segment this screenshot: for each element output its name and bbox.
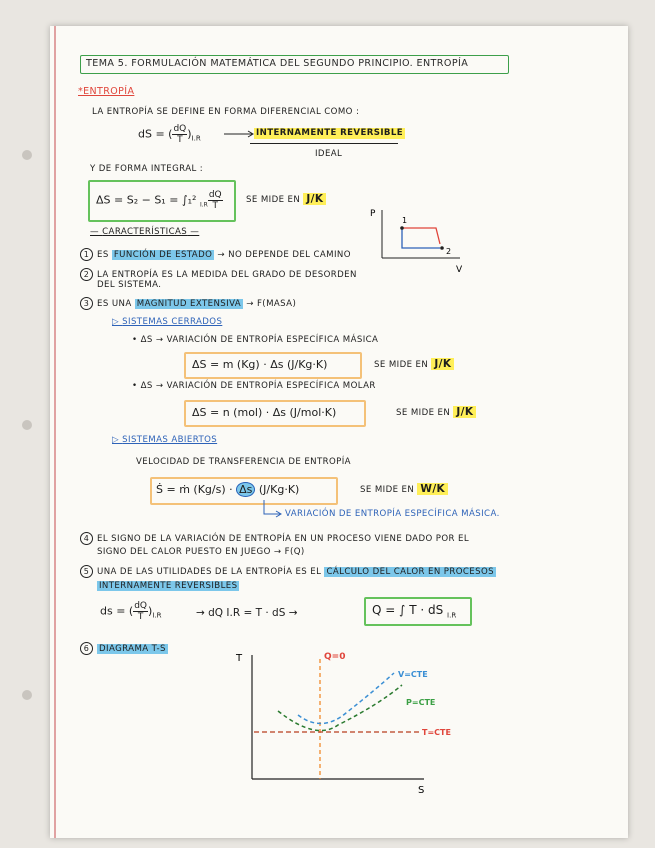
- pv-path-blue: [402, 228, 440, 248]
- unit-jk-2: J/K: [431, 358, 454, 370]
- velocidad-text: VELOCIDAD DE TRANSFERENCIA DE ENTROPÍA: [136, 457, 351, 467]
- pv-point-1: 1: [402, 216, 408, 225]
- ds-eq-lhs: ds = (: [100, 604, 134, 618]
- item-4-line1: EL SIGNO DE LA VARIACIÓN DE ENTROPÍA EN UN PROCESO VIENE DADO POR EL: [97, 534, 470, 544]
- integral-dq: dQ: [208, 190, 222, 200]
- sistemas-abiertos-text: SISTEMAS ABIERTOS: [122, 435, 218, 445]
- item-3-highlight: MAGNITUD EXTENSIVA: [136, 299, 242, 309]
- ts-v-cte-label: V=CTE: [398, 670, 428, 679]
- divider-line: [250, 143, 398, 144]
- integral-t: T: [212, 201, 218, 211]
- pv-diagram: [368, 206, 468, 276]
- q-formula: [372, 603, 456, 619]
- def-diff-text: LA ENTROPÍA SE DEFINE EN FORMA DIFERENCIAL COMO :: [92, 107, 360, 117]
- item-5: [80, 565, 496, 578]
- item-5-line2: INTERNAMENTE REVERSIBLES: [99, 581, 238, 591]
- unit-wk: W/K: [417, 483, 448, 495]
- se-mide-en-1: [246, 194, 326, 205]
- ds-def-formula: dS = ( $\frac{dQ}{T}$ )$_{I.R}$: [138, 124, 201, 145]
- item-3-number: 3: [80, 297, 93, 310]
- q-formula-text: Q = ∫ T · dS: [372, 603, 444, 617]
- t-den: T: [177, 135, 183, 145]
- unit-jk-3: J/K: [453, 406, 476, 418]
- item-5-line1a: UNA DE LAS UTILIDADES DE LA ENTROPÍA ES EL: [97, 567, 322, 577]
- int-reversible-label: INTERNAMENTE REVERSIBLE: [256, 128, 404, 138]
- item-4-line2: SIGNO DEL CALOR PUESTO EN JUEGO → F(Q): [97, 547, 305, 557]
- item-1-highlight: FUNCIÓN DE ESTADO: [113, 250, 213, 260]
- margin-line: [54, 26, 56, 838]
- ts-t-cte-label: T=CTE: [422, 728, 451, 737]
- ts-s-axis-label: S: [418, 785, 425, 795]
- item-3: [80, 297, 296, 310]
- ds-eq-sub: I.R: [152, 611, 162, 620]
- caracteristicas-text: CARACTERÍSTICAS: [102, 227, 188, 237]
- pv-p-label: P: [370, 209, 376, 219]
- integral-formula: [96, 190, 223, 211]
- binder-holes: [22, 0, 36, 848]
- ts-v-cte-curve: [298, 673, 394, 724]
- molar-formula: ΔS = n (mol) · Δs (J/mol·K): [192, 406, 337, 419]
- se-mide-en-text: SE MIDE EN: [360, 485, 415, 495]
- caracteristicas-heading: — CARACTERÍSTICAS —: [90, 227, 200, 237]
- def-int-text: Y DE FORMA INTEGRAL :: [90, 164, 204, 174]
- bullet-molar: • ΔS → VARIACIÓN DE ENTROPÍA ESPECÍFICA MOLAR: [132, 381, 376, 391]
- ds-eq-formula: ds = ( $\frac{dQ}{T}$ )$_{I.R}$: [100, 601, 162, 622]
- item-1-pre: ES: [97, 250, 109, 260]
- entropia-heading: *ENTROPÍA: [78, 86, 135, 97]
- diagrama-label: DIAGRAMA T-S: [99, 644, 166, 654]
- ts-t-axis-label: T: [236, 653, 243, 664]
- ideal-label: IDEAL: [315, 149, 343, 159]
- sistemas-abiertos-heading: ▷ SISTEMAS ABIERTOS: [112, 435, 218, 445]
- se-mide-en-2: [374, 359, 454, 370]
- se-mide-en-text: SE MIDE EN: [246, 195, 301, 205]
- ds-eq-t: T: [137, 612, 144, 622]
- unit-jk-1: J/K: [303, 193, 326, 205]
- item-5-line1b: CÁLCULO DEL CALOR EN PROCESOS: [326, 567, 495, 577]
- ir-sub: I.R: [191, 134, 201, 143]
- item-2-number: 2: [80, 268, 93, 281]
- pv-path-red: [402, 228, 440, 244]
- ds-eq-dq: dQ: [134, 601, 148, 611]
- variacion-note: VARIACIÓN DE ENTROPÍA ESPECÍFICA MÁSICA.: [285, 509, 500, 519]
- abiertos-formula: [156, 483, 299, 496]
- masica-formula: ΔS = m (Kg) · Δs (J/Kg·K): [192, 358, 328, 371]
- item-4-number: 4: [80, 532, 93, 545]
- ts-diagram: [228, 645, 488, 795]
- page-title: TEMA 5. FORMULACIÓN MATEMÁTICA DEL SEGUNDO PRINCIPIO. ENTROPÍA: [86, 58, 469, 69]
- ts-q0-label: Q=0: [324, 652, 346, 662]
- ts-p-cte-label: P=CTE: [406, 698, 436, 707]
- se-mide-en-text: SE MIDE EN: [374, 360, 429, 370]
- item-6: [80, 642, 168, 655]
- item-5-number: 5: [80, 565, 93, 578]
- item-3-post: → F(MASA): [246, 299, 297, 309]
- item-3-pre: ES UNA: [97, 299, 132, 309]
- bullet-masica: • ΔS → VARIACIÓN DE ENTROPÍA ESPECÍFICA MÁSICA: [132, 335, 379, 345]
- ds-lhs: dS = (: [138, 127, 173, 141]
- se-mide-en-4: [360, 484, 448, 495]
- integral-sub: I.R: [199, 201, 208, 209]
- item-1-post: → NO DEPENDE DEL CAMINO: [217, 250, 351, 260]
- item-4: [80, 532, 469, 545]
- item-1: [80, 248, 351, 261]
- abiertos-formula-a: Ṡ = ṁ (Kg/s) ·: [156, 483, 237, 496]
- item-2-line2: DEL SISTEMA.: [97, 280, 162, 290]
- item-6-number: 6: [80, 642, 93, 655]
- q-formula-sub: I.R: [447, 611, 457, 620]
- arrow-right-icon: [224, 130, 256, 138]
- abiertos-formula-delta: Δs: [236, 482, 255, 497]
- abiertos-formula-c: (J/Kg·K): [255, 483, 300, 496]
- pv-v-label: V: [456, 265, 463, 275]
- se-mide-en-text: SE MIDE EN: [396, 408, 451, 418]
- ts-p-cte-curve: [278, 685, 402, 731]
- note-arrow-icon: [260, 500, 284, 520]
- item-2-line1: LA ENTROPÍA ES LA MEDIDA DEL GRADO DE DESORDEN: [97, 270, 357, 280]
- sistemas-cerrados-text: SISTEMAS CERRADOS: [122, 317, 223, 327]
- integral-lhs: ΔS = S₂ − S₁ = ∫₁²: [96, 193, 200, 207]
- pv-point-2: 2: [446, 247, 452, 256]
- item-1-number: 1: [80, 248, 93, 261]
- dq-relation: → dQ I.R = T · dS →: [196, 607, 298, 619]
- se-mide-en-3: [396, 407, 476, 418]
- dq-num: dQ: [173, 124, 187, 134]
- sistemas-cerrados-heading: ▷ SISTEMAS CERRADOS: [112, 317, 223, 327]
